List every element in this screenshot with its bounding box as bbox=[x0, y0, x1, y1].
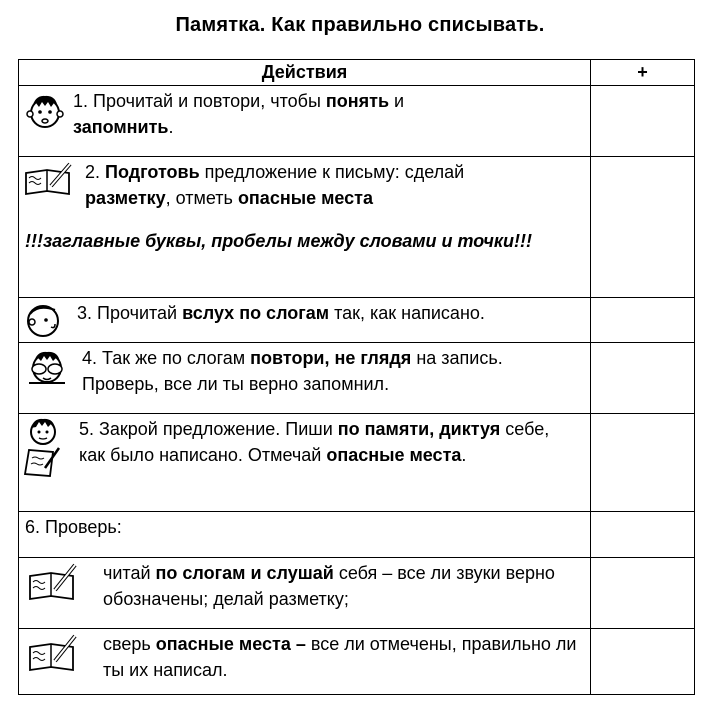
notebook-pencil-icon bbox=[23, 161, 75, 197]
check-cell[interactable] bbox=[591, 343, 695, 414]
step-cell bbox=[19, 629, 591, 695]
table-row bbox=[19, 298, 695, 343]
check-cell[interactable] bbox=[591, 86, 695, 157]
step-cell bbox=[19, 298, 591, 343]
memo-table bbox=[18, 59, 695, 695]
notebook-pencil-icon bbox=[27, 562, 79, 602]
step-text: 2. Подготовь предложение к письму: сделай разметку, отметь опасные места bbox=[85, 162, 465, 208]
table-row bbox=[19, 414, 695, 512]
check-cell[interactable] bbox=[591, 629, 695, 695]
warning-note: !!!заглавные буквы, пробелы между словами и точки!!! bbox=[25, 231, 532, 251]
check-cell[interactable] bbox=[591, 512, 695, 558]
table-row bbox=[19, 512, 695, 558]
table-row bbox=[19, 86, 695, 157]
step-cell bbox=[19, 86, 591, 157]
check-cell[interactable] bbox=[591, 298, 695, 343]
table-row bbox=[19, 558, 695, 629]
table-header-row bbox=[19, 60, 695, 86]
step-text: 3. Прочитай вслух по слогам так, как написано. bbox=[77, 303, 485, 323]
step-cell bbox=[19, 157, 591, 298]
check-cell[interactable] bbox=[591, 558, 695, 629]
table-row bbox=[19, 629, 695, 695]
notebook-pencil-icon bbox=[27, 633, 79, 673]
check-cell[interactable] bbox=[591, 157, 695, 298]
child-covering-eyes-icon bbox=[25, 347, 69, 387]
page-title: Памятка. Как правильно списывать. bbox=[175, 14, 545, 36]
step-text: 5. Закрой предложение. Пиши по памяти, диктуя себе, как было написано. Отмечай опасные места. bbox=[79, 419, 550, 465]
step-cell bbox=[19, 414, 591, 512]
step-cell bbox=[19, 512, 591, 558]
step-cell bbox=[19, 558, 591, 629]
step-text: читай по слогам и слушай себя – все ли звуки верно обозначены; делай разметку; bbox=[103, 563, 555, 609]
step-text: сверь опасные места – все ли отмечены, правильно ли ты их написал. bbox=[103, 634, 577, 680]
child-reading-face-icon bbox=[25, 90, 65, 130]
plus-column-header: + bbox=[591, 60, 695, 86]
step-text: 1. Прочитай и повтори, чтобы понять и запомнить. bbox=[73, 91, 405, 137]
table-row bbox=[19, 343, 695, 414]
step-text: 6. Проверь: bbox=[25, 517, 122, 537]
step-text: 4. Так же по слогам повтори, не глядя на запись. Проверь, все ли ты верно запомнил. bbox=[82, 348, 503, 394]
actions-column-header: Действия bbox=[19, 60, 591, 86]
table-row bbox=[19, 157, 695, 298]
check-cell[interactable] bbox=[591, 414, 695, 512]
child-writing-icon bbox=[23, 416, 63, 478]
child-speaking-face-icon bbox=[23, 300, 63, 340]
step-cell bbox=[19, 343, 591, 414]
